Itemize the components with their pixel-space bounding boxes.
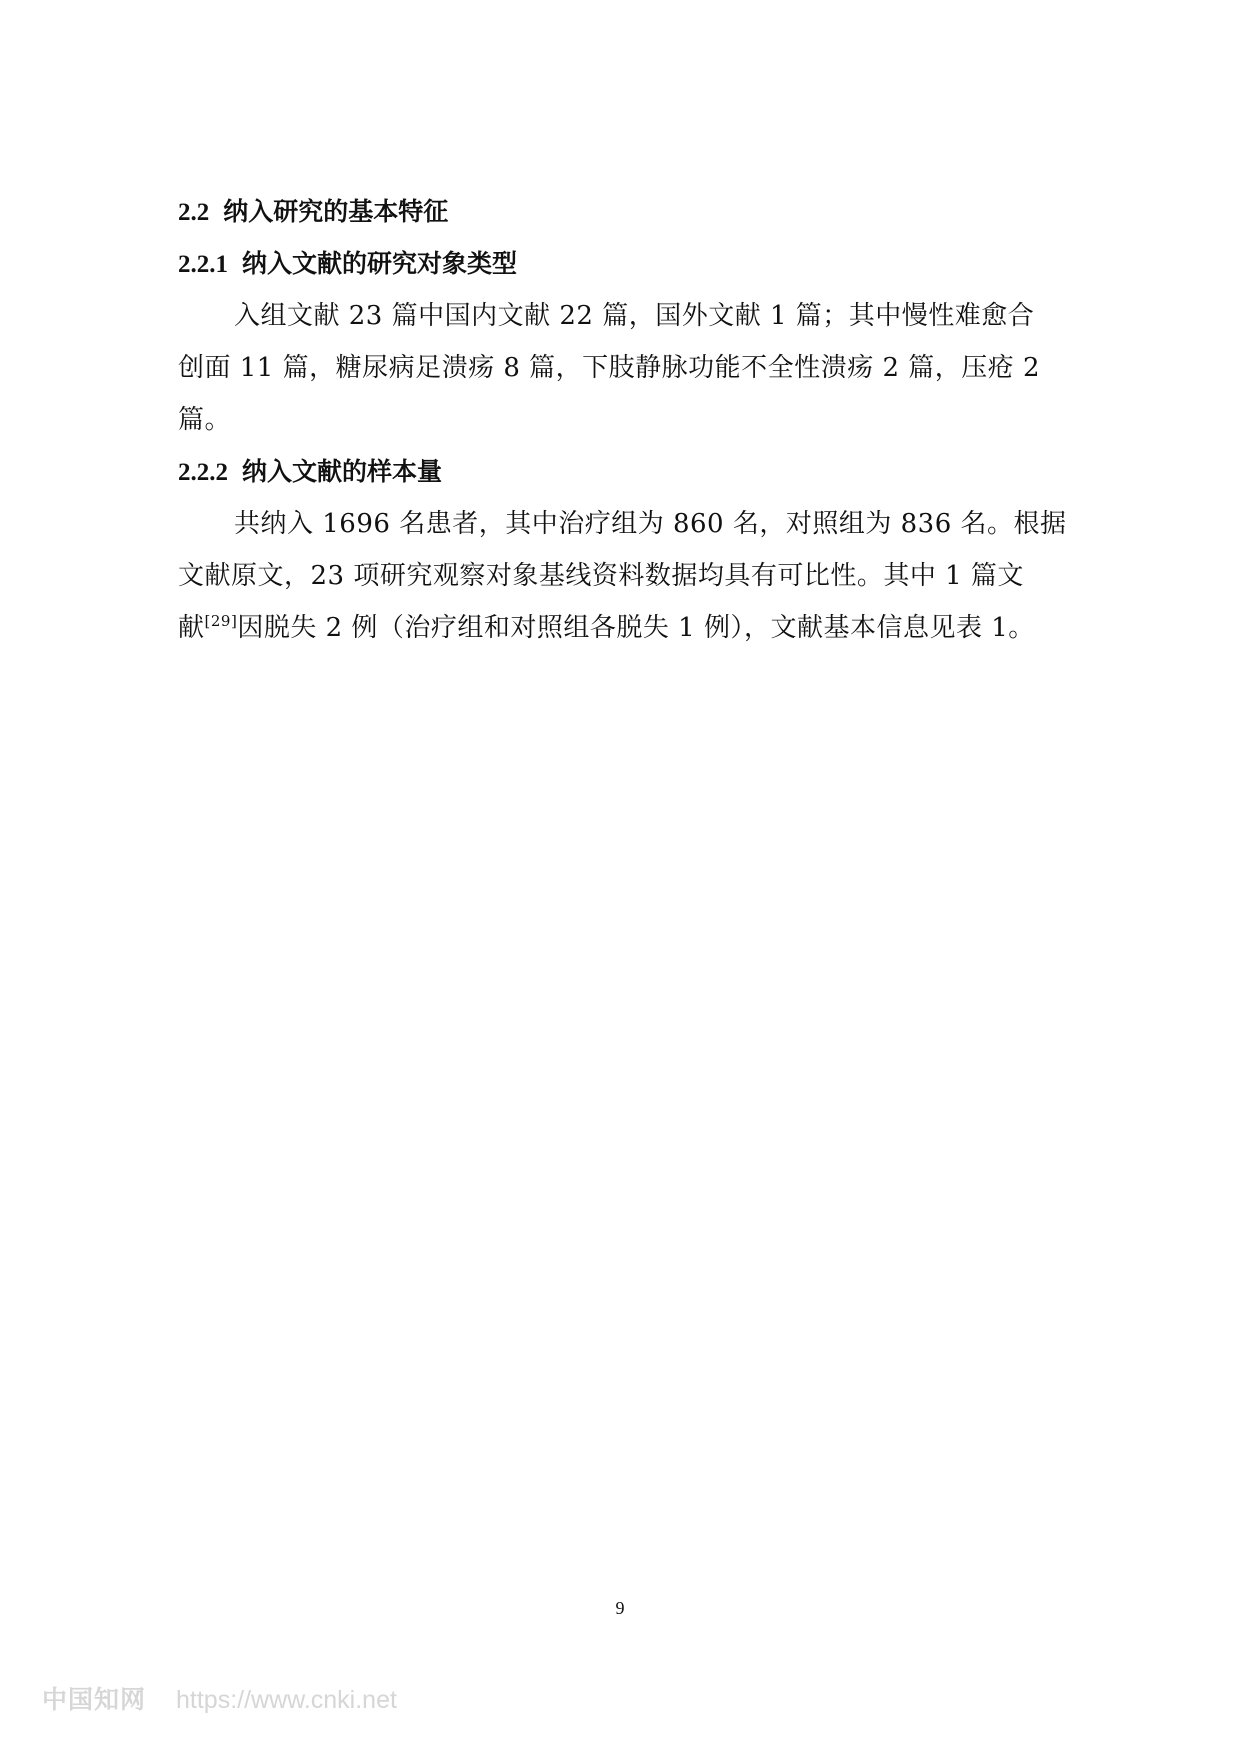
watermark-url: https://www.cnki.net [176, 1686, 397, 1714]
section-number: 2.2.1 [178, 251, 228, 278]
paragraph-line: 文献原文，23 项研究观察对象基线资料数据均具有可比性。其中 1 篇文 [178, 561, 1024, 591]
paragraph-line [178, 602, 1102, 654]
paragraph-line: 篇。 [178, 405, 232, 435]
paragraph-sample-size [178, 498, 1102, 654]
section-number: 2.2.2 [178, 459, 228, 486]
line-suffix: 因脱失 2 例（治疗组和对照组各脱失 1 例），文献基本信息见表 1。 [237, 613, 1035, 643]
paragraph-line: 入组文献 23 篇中国内文献 22 篇，国外文献 1 篇；其中慢性难愈合 [234, 301, 1035, 331]
page-content [178, 186, 1102, 654]
section-heading-2-2-1 [178, 238, 1102, 290]
section-heading-2-2-2 [178, 446, 1102, 498]
paragraph-line: 共纳入 1696 名患者，其中治疗组为 860 名，对照组为 836 名。根据 [234, 509, 1067, 539]
watermark-logo: 中国知网 [42, 1686, 147, 1714]
section-title: 纳入研究的基本特征 [223, 197, 449, 226]
section-heading-2-2 [178, 186, 1102, 238]
section-title: 纳入文献的样本量 [242, 457, 443, 486]
line-prefix: 献 [178, 613, 205, 643]
section-number: 2.2 [178, 199, 210, 226]
paragraph-line: 创面 11 篇，糖尿病足溃疡 8 篇，下肢静脉功能不全性溃疡 2 篇，压疮 2 [178, 353, 1041, 383]
section-title: 纳入文献的研究对象类型 [242, 249, 518, 278]
paragraph-study-types [178, 290, 1102, 446]
page-number: 9 [615, 1598, 625, 1618]
citation-link[interactable]: [29] [204, 612, 238, 630]
watermark [42, 1680, 397, 1716]
